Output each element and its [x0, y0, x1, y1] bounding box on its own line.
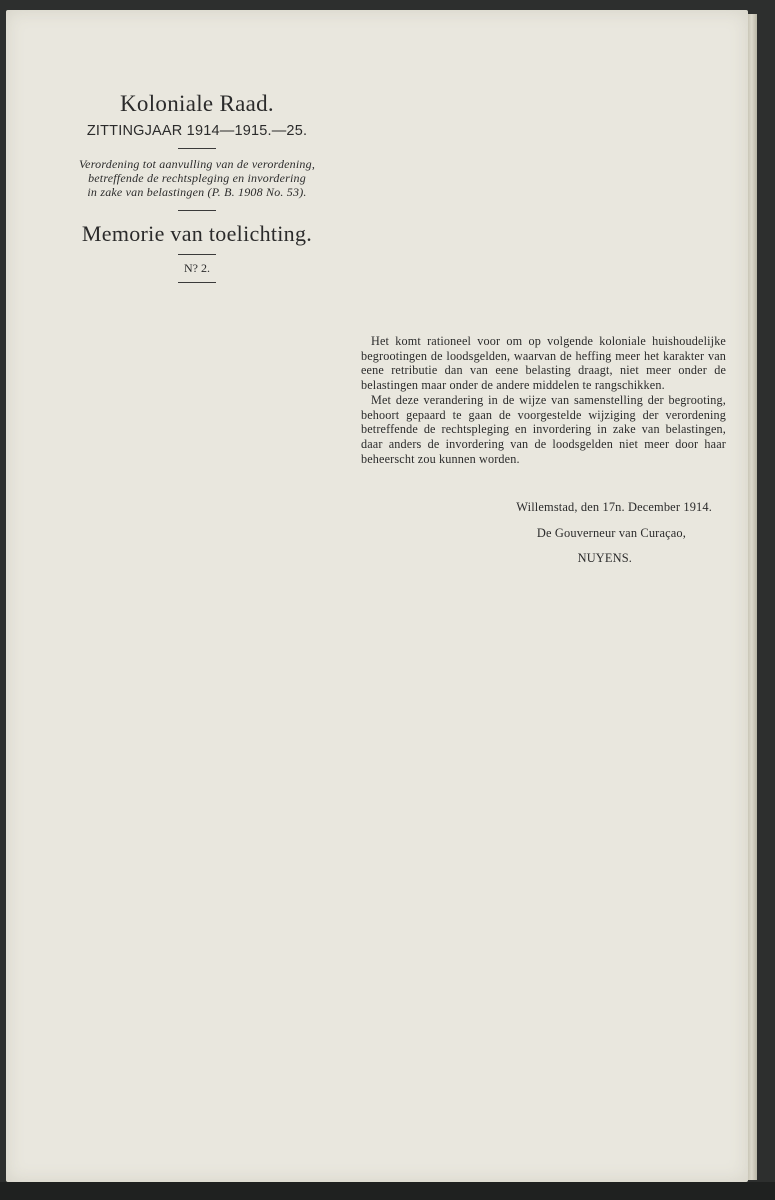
document-number: N? 2. [184, 261, 210, 275]
explanation-body [361, 334, 726, 466]
council-title: Koloniale Raad. [120, 91, 274, 116]
signature-name: NUYENS. [577, 551, 632, 565]
ordinance-subject [62, 157, 332, 199]
subject-line: in zake van belastingen (P. B. 1908 No. 53). [87, 185, 307, 199]
session-year: ZITTINGJAAR 1914—1915.—25. [86, 123, 308, 139]
document-header [62, 90, 332, 283]
divider-rule [178, 282, 216, 283]
subject-line: betreffende de rechtspleging en invordering [88, 171, 306, 185]
body-paragraph: Het komt rationeel voor om op volgende koloniale huishoudelijke begrootingen de loodsgelden, waarvan de heffing meer het karakter van eene retributie dan van eene belasting draagt, niet meer onder de belastingen maar onder de andere middelen te rangschikken. [361, 334, 726, 393]
place-date: Willemstad, den 17n. December 1914. [516, 500, 712, 514]
memorie-heading: Memorie van toelichting. [81, 221, 313, 246]
divider-rule [178, 148, 216, 149]
divider-rule [178, 210, 216, 211]
governor-title: De Gouverneur van Curaçao, [536, 526, 686, 540]
document-page [6, 10, 748, 1182]
subject-line: Verordening tot aanvulling van de verordening, [78, 157, 316, 171]
scan-background [0, 1182, 775, 1200]
body-paragraph: Met deze verandering in de wijze van samenstelling der begrooting, behoort gepaard te gaan de voorgestelde wijziging der verordening betreffende de rechtspleging en invordering in zake van belastingen, daar anders de invordering van de loodsgelden niet meer door haar beheerscht zou kunnen worden. [361, 392, 726, 466]
page-edge [748, 14, 757, 1180]
divider-rule [178, 254, 216, 255]
